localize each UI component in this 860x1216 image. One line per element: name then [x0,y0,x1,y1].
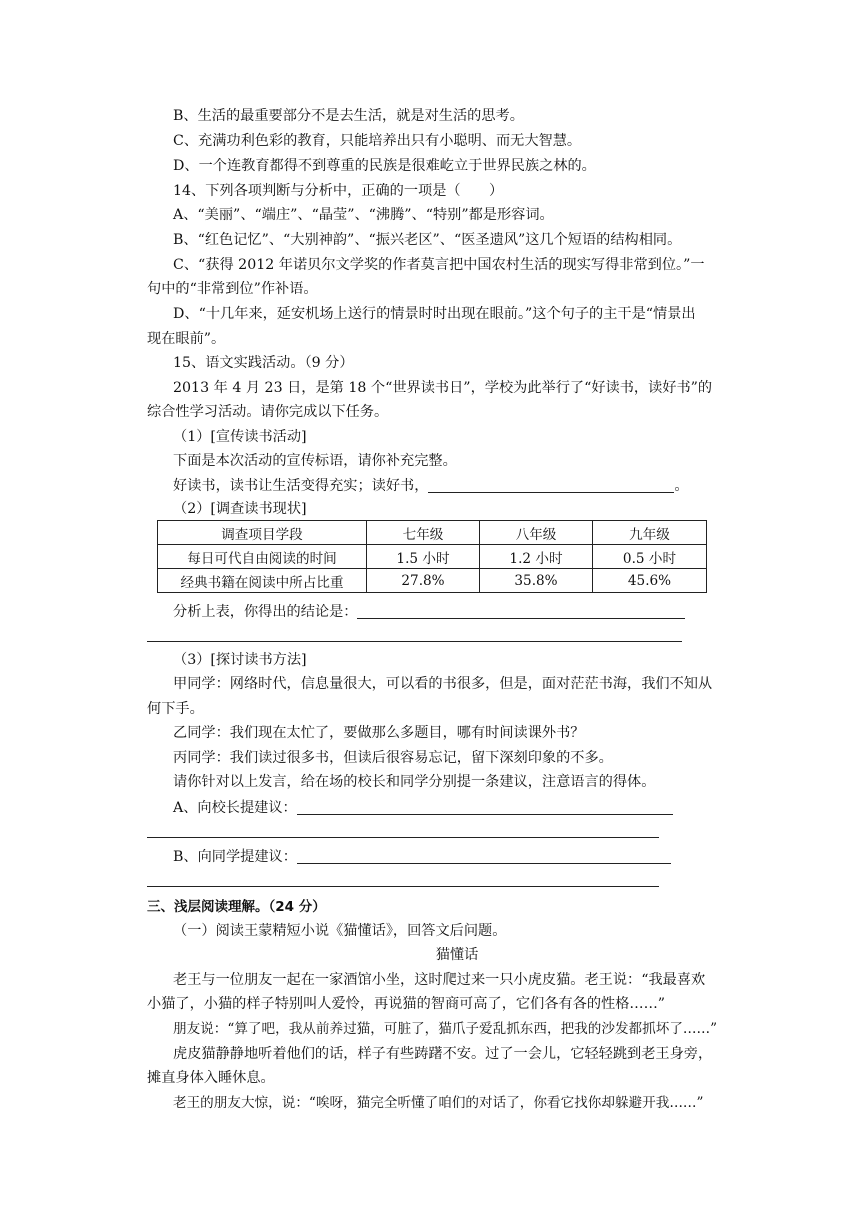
suggestion-principal-label: A、向校长提建议： [173,800,297,816]
slogan-text: 好读书，读书让生活变得充实；读好书， [173,478,429,494]
q15-part2-title: （2）[调查读书现状] [173,501,307,517]
q14-option-d-line2: 现在眼前”。 [147,331,226,347]
section-3-heading: 三、浅层阅读理解。（24 分） [147,899,326,915]
table-cell: 每日可代自由阅读的时间 [158,545,367,569]
table-header-row [158,521,707,545]
table-header-cell: 七年级 [367,521,480,545]
suggestion-principal-blank[interactable] [297,799,673,815]
analysis-answer-line2[interactable] [147,641,682,642]
story-paragraph-1-line1: 老王与一位朋友一起在一家酒馆小坐，这时爬过来一只小虎皮猫。老王说：“我最喜欢 [173,972,706,988]
analysis-prompt: 分析上表，你得出的结论是： [173,604,358,620]
q15-part3-b [173,845,793,869]
table-row [158,569,707,593]
suggestion-principal-line2[interactable] [147,837,659,838]
table-cell: 1.5 小时 [367,545,480,569]
table-cell: 0.5 小时 [593,545,707,569]
q15-part3-a [173,796,793,820]
q15-part3-title: （3）[探讨读书方法] [173,652,307,668]
q15-intro-line2: 综合性学习活动。请你完成以下任务。 [147,404,389,420]
table-header-cell: 九年级 [593,521,707,545]
story-paragraph-1-line2: 小猫了，小猫的样子特别叫人爱怜，再说猫的智商可高了，它们各有各的性格……” [147,996,666,1012]
q14-stem: 14、下列各项判断与分析中，正确的一项是（ ） [173,183,504,199]
q13-option-d: D、一个连教育都得不到尊重的民族是很难屹立于世界民族之林的。 [173,158,596,174]
q14-option-b: B、“红色记忆”、“大别神韵”、“振兴老区”、“医圣遗风”这几个短语的结构相同。 [173,232,682,248]
story-paragraph-2: 朋友说：“算了吧，我从前养过猫，可脏了，猫爪子爱乱抓东西，把我的沙发都抓坏了……” [173,1021,718,1037]
slogan-answer-blank[interactable] [428,477,674,493]
q14-option-c-line1: C、“获得 2012 年诺贝尔文学奖的作者莫言把中国农村生活的现实写得非常到位。”一 [173,257,705,273]
q15-part1-slogan [173,474,793,498]
table-cell: 1.2 小时 [480,545,593,569]
story-paragraph-3-line2: 摊直身体入睡休息。 [147,1070,275,1086]
q15-intro-line1: 2013 年 4 月 23 日，是第 18 个“世界读书日”，学校为此举行了“好读书，读好书”的 [173,380,713,396]
table-header-cell: 调查项目学段 [158,521,367,545]
q15-part2-analysis [173,600,793,624]
table-cell: 经典书籍在阅读中所占比重 [158,569,367,593]
q14-option-d-line1: D、“十几年来，延安机场上送行的情景时时出现在眼前。”这个句子的主干是“情景出 [173,306,696,322]
table-header-cell: 八年级 [480,521,593,545]
q15-part3-bing: 丙同学：我们读过很多书，但读后很容易忘记，留下深刻印象的不多。 [173,750,613,766]
q15-part3-yi: 乙同学：我们现在太忙了，要做那么多题目，哪有时间读课外书？ [173,725,585,741]
q15-part3-jia-line2: 何下手。 [147,701,204,717]
story-title: 猫懂话 [435,947,479,963]
q13-option-b: B、生活的最重要部分不是去生活，就是对生活的思考。 [173,108,524,124]
survey-table [157,520,707,593]
suggestion-classmate-label: B、向同学提建议： [173,849,297,865]
suggestion-classmate-blank[interactable] [297,848,671,864]
analysis-answer-blank[interactable] [357,603,685,619]
q15-part3-task: 请你针对以上发言，给在场的校长和同学分别提一条建议，注意语言的得体。 [173,774,656,790]
table-cell: 27.8% [367,569,480,593]
slogan-period: 。 [674,478,689,494]
q15-part3-jia-line1: 甲同学：网络时代，信息量很大，可以看的书很多，但是，面对茫茫书海，我们不知从 [173,676,713,692]
q15-part1-desc: 下面是本次活动的宣传标语，请你补充完整。 [173,453,457,469]
q15-part1-title: （1）[宣传读书活动] [173,429,307,445]
story-paragraph-3-line1: 虎皮猫静静地听着他们的话，样子有些踌躇不安。过了一会儿，它轻轻跳到老王身旁， [173,1046,713,1062]
story-paragraph-4: 老王的朋友大惊，说：“唉呀，猫完全听懂了咱们的对话了，你看它找你却躲避开我……” [173,1095,704,1111]
reading-intro: （一）阅读王蒙精短小说《猫懂话》，回答文后问题。 [173,923,507,939]
suggestion-classmate-line2[interactable] [147,886,659,887]
table-row [158,545,707,569]
table-cell: 35.8% [480,569,593,593]
q14-option-c-line2: 句中的“非常到位”作补语。 [147,281,318,297]
q13-option-c: C、充满功利色彩的教育，只能培养出只有小聪明、而无大智慧。 [173,133,582,149]
table-cell: 45.6% [593,569,707,593]
q15-stem: 15、语文实践活动。（9 分） [173,355,354,371]
q14-option-a: A、“美丽”、“端庄”、“晶莹”、“沸腾”、“特别”都是形容词。 [173,207,554,223]
